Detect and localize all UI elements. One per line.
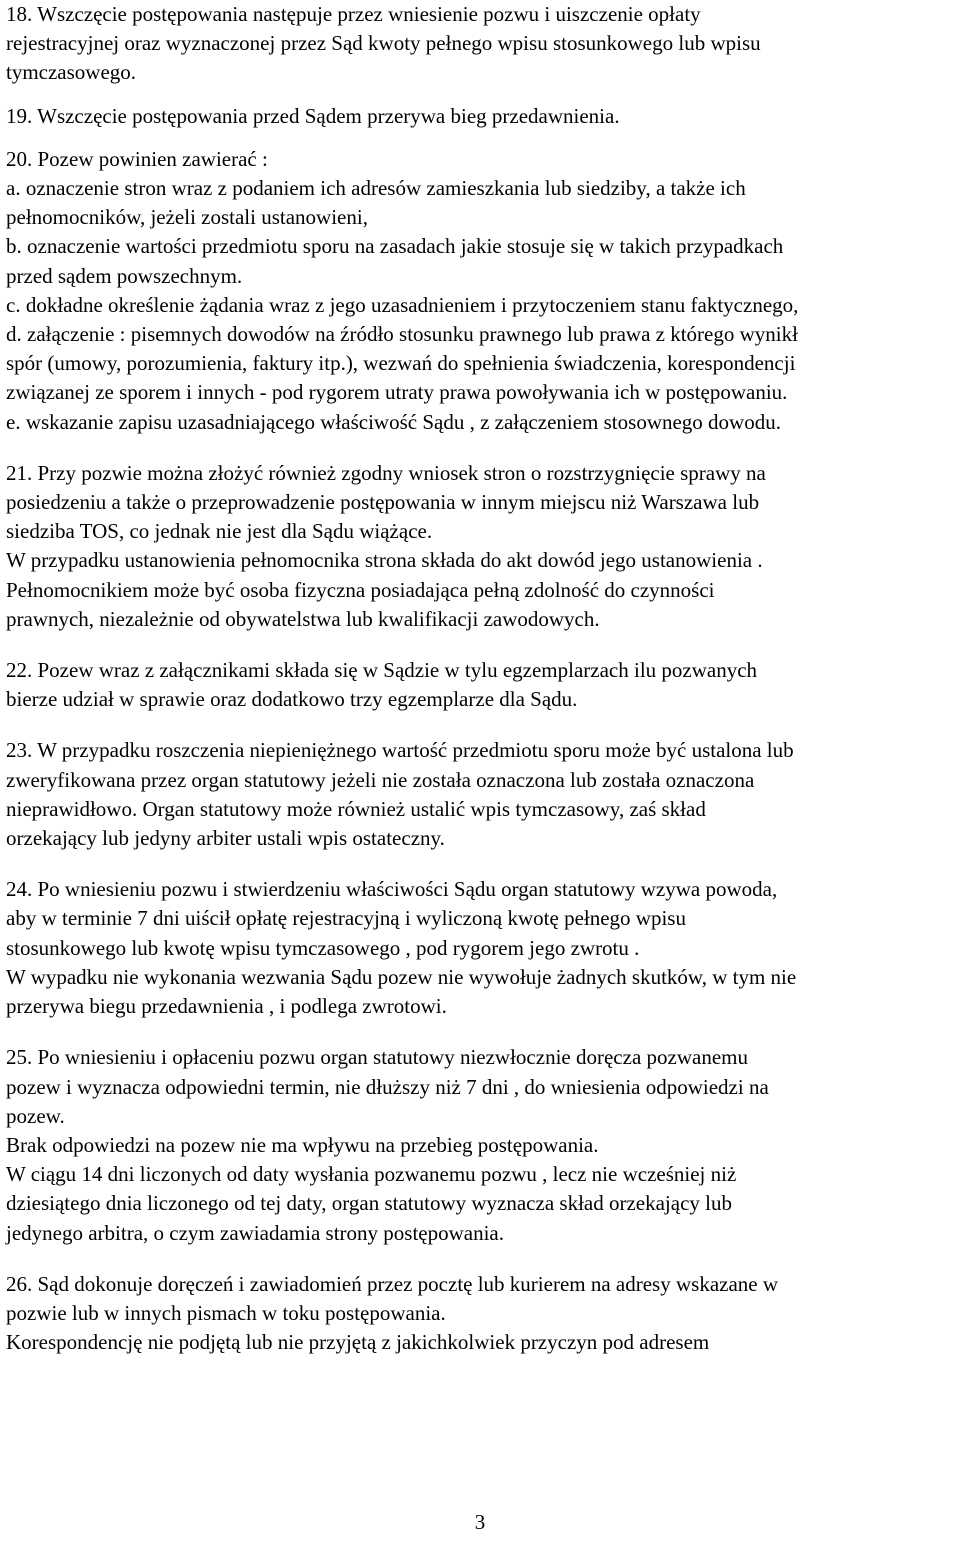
paragraph-25 xyxy=(6,1043,956,1247)
paragraph-26 xyxy=(6,1270,956,1358)
text-line: d. załączenie : pisemnych dowodów na źródło stosunku prawnego lub prawa z którego wynikł xyxy=(6,322,798,347)
text-line: spór (umowy, porozumienia, faktury itp.), wezwań do spełnienia świadczenia, korespondencji xyxy=(6,351,796,376)
text-line: a. oznaczenie stron wraz z podaniem ich adresów zamieszkania lub siedziby, a także ich xyxy=(6,176,746,201)
paragraph-23 xyxy=(6,736,956,853)
text-line: 19. Wszczęcie postępowania przed Sądem przerywa bieg przedawnienia. xyxy=(6,103,620,128)
text-line: pozwie lub w innych pismach w toku postępowania. xyxy=(6,1300,446,1325)
text-line: prawnych, niezależnie od obywatelstwa lub kwalifikacji zawodowych. xyxy=(6,606,600,631)
text-line: posiedzeniu a także o przeprowadzenie postępowania w innym miejscu niż Warszawa lub xyxy=(6,490,760,515)
text-line: 26. Sąd dokonuje doręczeń i zawiadomień przez pocztę lub kurierem na adresy wskazane w xyxy=(6,1271,779,1296)
text-line: Korespondencję nie podjętą lub nie przyjętą z jakichkolwiek przyczyn pod adresem xyxy=(6,1330,710,1355)
paragraph-21 xyxy=(6,459,956,634)
text-line: aby w terminie 7 dni uiścił opłatę rejestracyjną i wyliczoną kwotę pełnego wpisu xyxy=(6,906,686,931)
paragraph-20 xyxy=(6,145,956,437)
text-line: rejestracyjnej oraz wyznaczonej przez Sąd kwoty pełnego wpisu stosunkowego lub wpisu xyxy=(6,31,761,56)
text-line: W ciągu 14 dni liczonych od daty wysłania pozwanemu pozwu , lecz nie wcześniej niż xyxy=(6,1162,737,1187)
paragraph-24 xyxy=(6,875,956,1021)
text-line: c. dokładne określenie żądania wraz z jego uzasadnieniem i przytoczeniem stanu faktycznego, xyxy=(6,292,799,317)
paragraph-18 xyxy=(6,0,956,88)
text-line: przed sądem powszechnym. xyxy=(6,263,243,288)
text-line: orzekający lub jedyny arbiter ustali wpis ostateczny. xyxy=(6,826,445,851)
text-line: jedynego arbitra, o czym zawiadamia strony postępowania. xyxy=(6,1220,504,1245)
text-line: dziesiątego dnia liczonego od tej daty, organ statutowy wyznacza skład orzekający lub xyxy=(6,1191,732,1216)
text-line: W przypadku ustanowienia pełnomocnika strona składa do akt dowód jego ustanowienia . xyxy=(6,548,763,573)
paragraph-22 xyxy=(6,656,956,714)
text-line: nieprawidłowo. Organ statutowy może również ustalić wpis tymczasowy, zaś skład xyxy=(6,796,706,821)
document-page xyxy=(6,0,956,1357)
text-line: 24. Po wniesieniu pozwu i stwierdzeniu właściwości Sądu organ statutowy wzywa powoda, xyxy=(6,877,778,902)
text-line: 20. Pozew powinien zawierać : xyxy=(6,146,268,171)
text-line: 21. Przy pozwie można złożyć również zgodny wniosek stron o rozstrzygnięcie sprawy na xyxy=(6,460,766,485)
text-line: siedziba TOS, co jednak nie jest dla Sądu wiążące. xyxy=(6,519,433,544)
text-line: b. oznaczenie wartości przedmiotu sporu na zasadach jakie stosuje się w takich przypadkach xyxy=(6,234,784,259)
text-line: związanej ze sporem i innych - pod rygorem utraty prawa powoływania ich w postępowaniu. xyxy=(6,380,788,405)
text-line: 25. Po wniesieniu i opłaceniu pozwu organ statutowy niezwłocznie doręcza pozwanemu xyxy=(6,1045,748,1070)
text-line: 23. W przypadku roszczenia niepieniężnego wartość przedmiotu sporu może być ustalona lub xyxy=(6,738,794,763)
text-line: bierze udział w sprawie oraz dodatkowo trzy egzemplarze dla Sądu. xyxy=(6,687,578,712)
text-line: 18. Wszczęcie postępowania następuje przez wniesienie pozwu i uiszczenie opłaty xyxy=(6,2,701,26)
text-line: e. wskazanie zapisu uzasadniającego właściwość Sądu , z załączeniem stosownego dowodu. xyxy=(6,409,781,434)
text-line: zweryfikowana przez organ statutowy jeżeli nie została oznaczona lub została oznaczona xyxy=(6,767,755,792)
text-line: stosunkowego lub kwotę wpisu tymczasowego , pod rygorem jego zwrotu . xyxy=(6,935,640,960)
text-line: tymczasowego. xyxy=(6,60,137,85)
text-line: Brak odpowiedzi na pozew nie ma wpływu na przebieg postępowania. xyxy=(6,1132,599,1157)
page-number: 3 xyxy=(474,1510,486,1534)
text-line: W wypadku nie wykonania wezwania Sądu pozew nie wywołuje żadnych skutków, w tym nie xyxy=(6,964,797,989)
text-line: 22. Pozew wraz z załącznikami składa się w Sądzie w tylu egzemplarzach ilu pozwanych xyxy=(6,658,758,683)
paragraph-19 xyxy=(6,102,956,131)
text-line: pozew i wyznacza odpowiedni termin, nie dłuższy niż 7 dni , do wniesienia odpowiedzi na xyxy=(6,1074,769,1099)
text-line: pozew. xyxy=(6,1103,65,1128)
text-line: przerywa biegu przedawnienia , i podlega zwrotowi. xyxy=(6,994,447,1019)
text-line: Pełnomocnikiem może być osoba fizyczna posiadająca pełną zdolność do czynności xyxy=(6,577,715,602)
text-line: pełnomocników, jeżeli zostali ustanowieni, xyxy=(6,205,368,230)
